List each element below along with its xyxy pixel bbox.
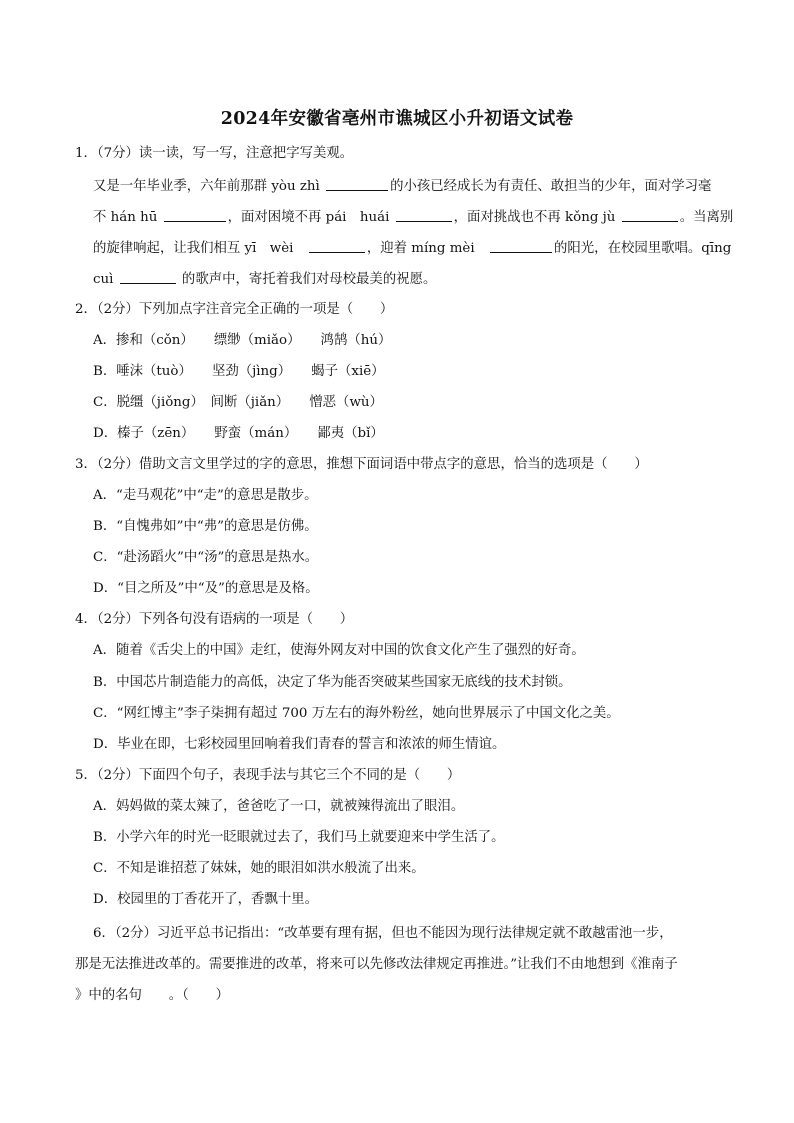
q1-text: ，迎着 míng mèi	[366, 241, 489, 256]
q1-line-3	[93, 240, 731, 257]
q3-option-b[interactable]: B．“自愧弗如”中“弗”的意思是仿佛。	[93, 519, 318, 534]
answer-blank[interactable]	[309, 240, 365, 253]
q1-text: 的阳光，在校园里歌唱。qīng	[554, 241, 732, 256]
q2-stem: 2．（2分）下列加点字注音完全正确的一项是（ ）	[75, 302, 394, 317]
q4-option-d[interactable]: D．毕业在即，七彩校园里回响着我们青春的誓言和浓浓的师生情谊。	[93, 737, 506, 752]
q6-line-3: 》中的名句 。（ ）	[75, 988, 229, 1003]
q1-line-1	[93, 178, 711, 195]
q1-text: 的歌声中，寄托着我们对母校最美的祝愿。	[177, 272, 437, 287]
answer-blank[interactable]	[396, 209, 452, 222]
q3-stem: 3．（2分）借助文言文里学过的字的意思，推想下面词语中带点字的意思，恰当的选项是（ ）	[75, 457, 648, 472]
q6-line-2: 那是无法推进改革的。需要推进的改革，将来可以先修改法律规定再推进。”让我们不由地想到《淮南子	[75, 957, 678, 972]
q3-option-d[interactable]: D．“目之所及”中“及”的意思是及格。	[93, 581, 319, 596]
q2-option-c[interactable]: C．脱缰（jiǒng） 间断（jiǎn） 憎恶（wù）	[93, 395, 383, 410]
q1-line-4	[93, 271, 436, 288]
q1-line-2	[93, 209, 733, 226]
q1-stem: 1．（7分）读一读，写一写，注意把字写美观。	[75, 146, 354, 161]
q4-stem: 4．（2分）下列各句没有语病的一项是（ ）	[75, 612, 354, 627]
q5-option-a[interactable]: A．妈妈做的菜太辣了，爸爸吃了一口，就被辣得流出了眼泪。	[93, 799, 465, 814]
answer-blank[interactable]	[120, 271, 176, 284]
answer-blank[interactable]	[326, 178, 388, 191]
q5-option-d[interactable]: D．校园里的丁香花开了，香飘十里。	[93, 892, 318, 907]
q2-option-d[interactable]: D．榛子（zēn） 野蛮（mán） 鄙夷（bǐ）	[93, 426, 384, 441]
q1-text: ，面对困境不再 pái huái	[227, 210, 394, 225]
q5-stem: 5．（2分）下面四个句子，表现手法与其它三个不同的是（ ）	[75, 768, 461, 783]
q1-text: 不 hán hū	[93, 210, 162, 225]
q1-text: ，面对挑战也不再 kǒng jù	[453, 210, 620, 225]
q1-text: 的小孩已经成长为有责任、敢担当的少年，面对学习毫	[390, 179, 712, 194]
q6-line-1: 6．（2分）习近平总书记指出：“改革要有理有据，但也不能因为现行法律规定就不敢越雷池一步，	[93, 926, 673, 941]
q2-option-b[interactable]: B．唾沫（tuò） 坚劲（jìng） 蝎子（xiē）	[93, 364, 385, 379]
answer-blank[interactable]	[164, 209, 226, 222]
q4-option-b[interactable]: B．中国芯片制造能力的高低，决定了华为能否突破某些国家无底线的技术封锁。	[93, 675, 572, 690]
answer-blank[interactable]	[490, 240, 552, 253]
q4-option-a[interactable]: A．随着《舌尖上的中国》走红，使海外网友对中国的饮食文化产生了强烈的好奇。	[93, 643, 585, 658]
q5-option-b[interactable]: B．小学六年的时光一眨眼就过去了，我们马上就要迎来中学生活了。	[93, 830, 505, 845]
answer-blank[interactable]	[622, 209, 678, 222]
q1-text: 又是一年毕业季，六年前那群 yòu zhì	[93, 179, 325, 194]
q1-text: cuì	[93, 272, 118, 287]
q5-option-c[interactable]: C．不知是谁招惹了妹妹，她的眼泪如洪水般流了出来。	[93, 861, 425, 876]
q2-option-a[interactable]: A．掺和（cǒn） 缥缈（miǎo） 鸿鹄（hú）	[93, 333, 392, 348]
exam-title: 2024年安徽省亳州市谯城区小升初语文试卷	[220, 109, 574, 129]
q3-option-a[interactable]: A．“走马观花”中“走”的意思是散步。	[93, 488, 318, 503]
q1-text: 。当离别	[679, 210, 734, 225]
q3-option-c[interactable]: C．“赴汤蹈火”中“汤”的意思是热水。	[93, 550, 319, 565]
q1-text: 的旋律响起，让我们相互 yī wèi	[93, 241, 307, 256]
q4-option-c[interactable]: C．“网红博主”李子柒拥有超过 700 万左右的海外粉丝，她向世界展示了中国文化之美。	[93, 706, 620, 721]
